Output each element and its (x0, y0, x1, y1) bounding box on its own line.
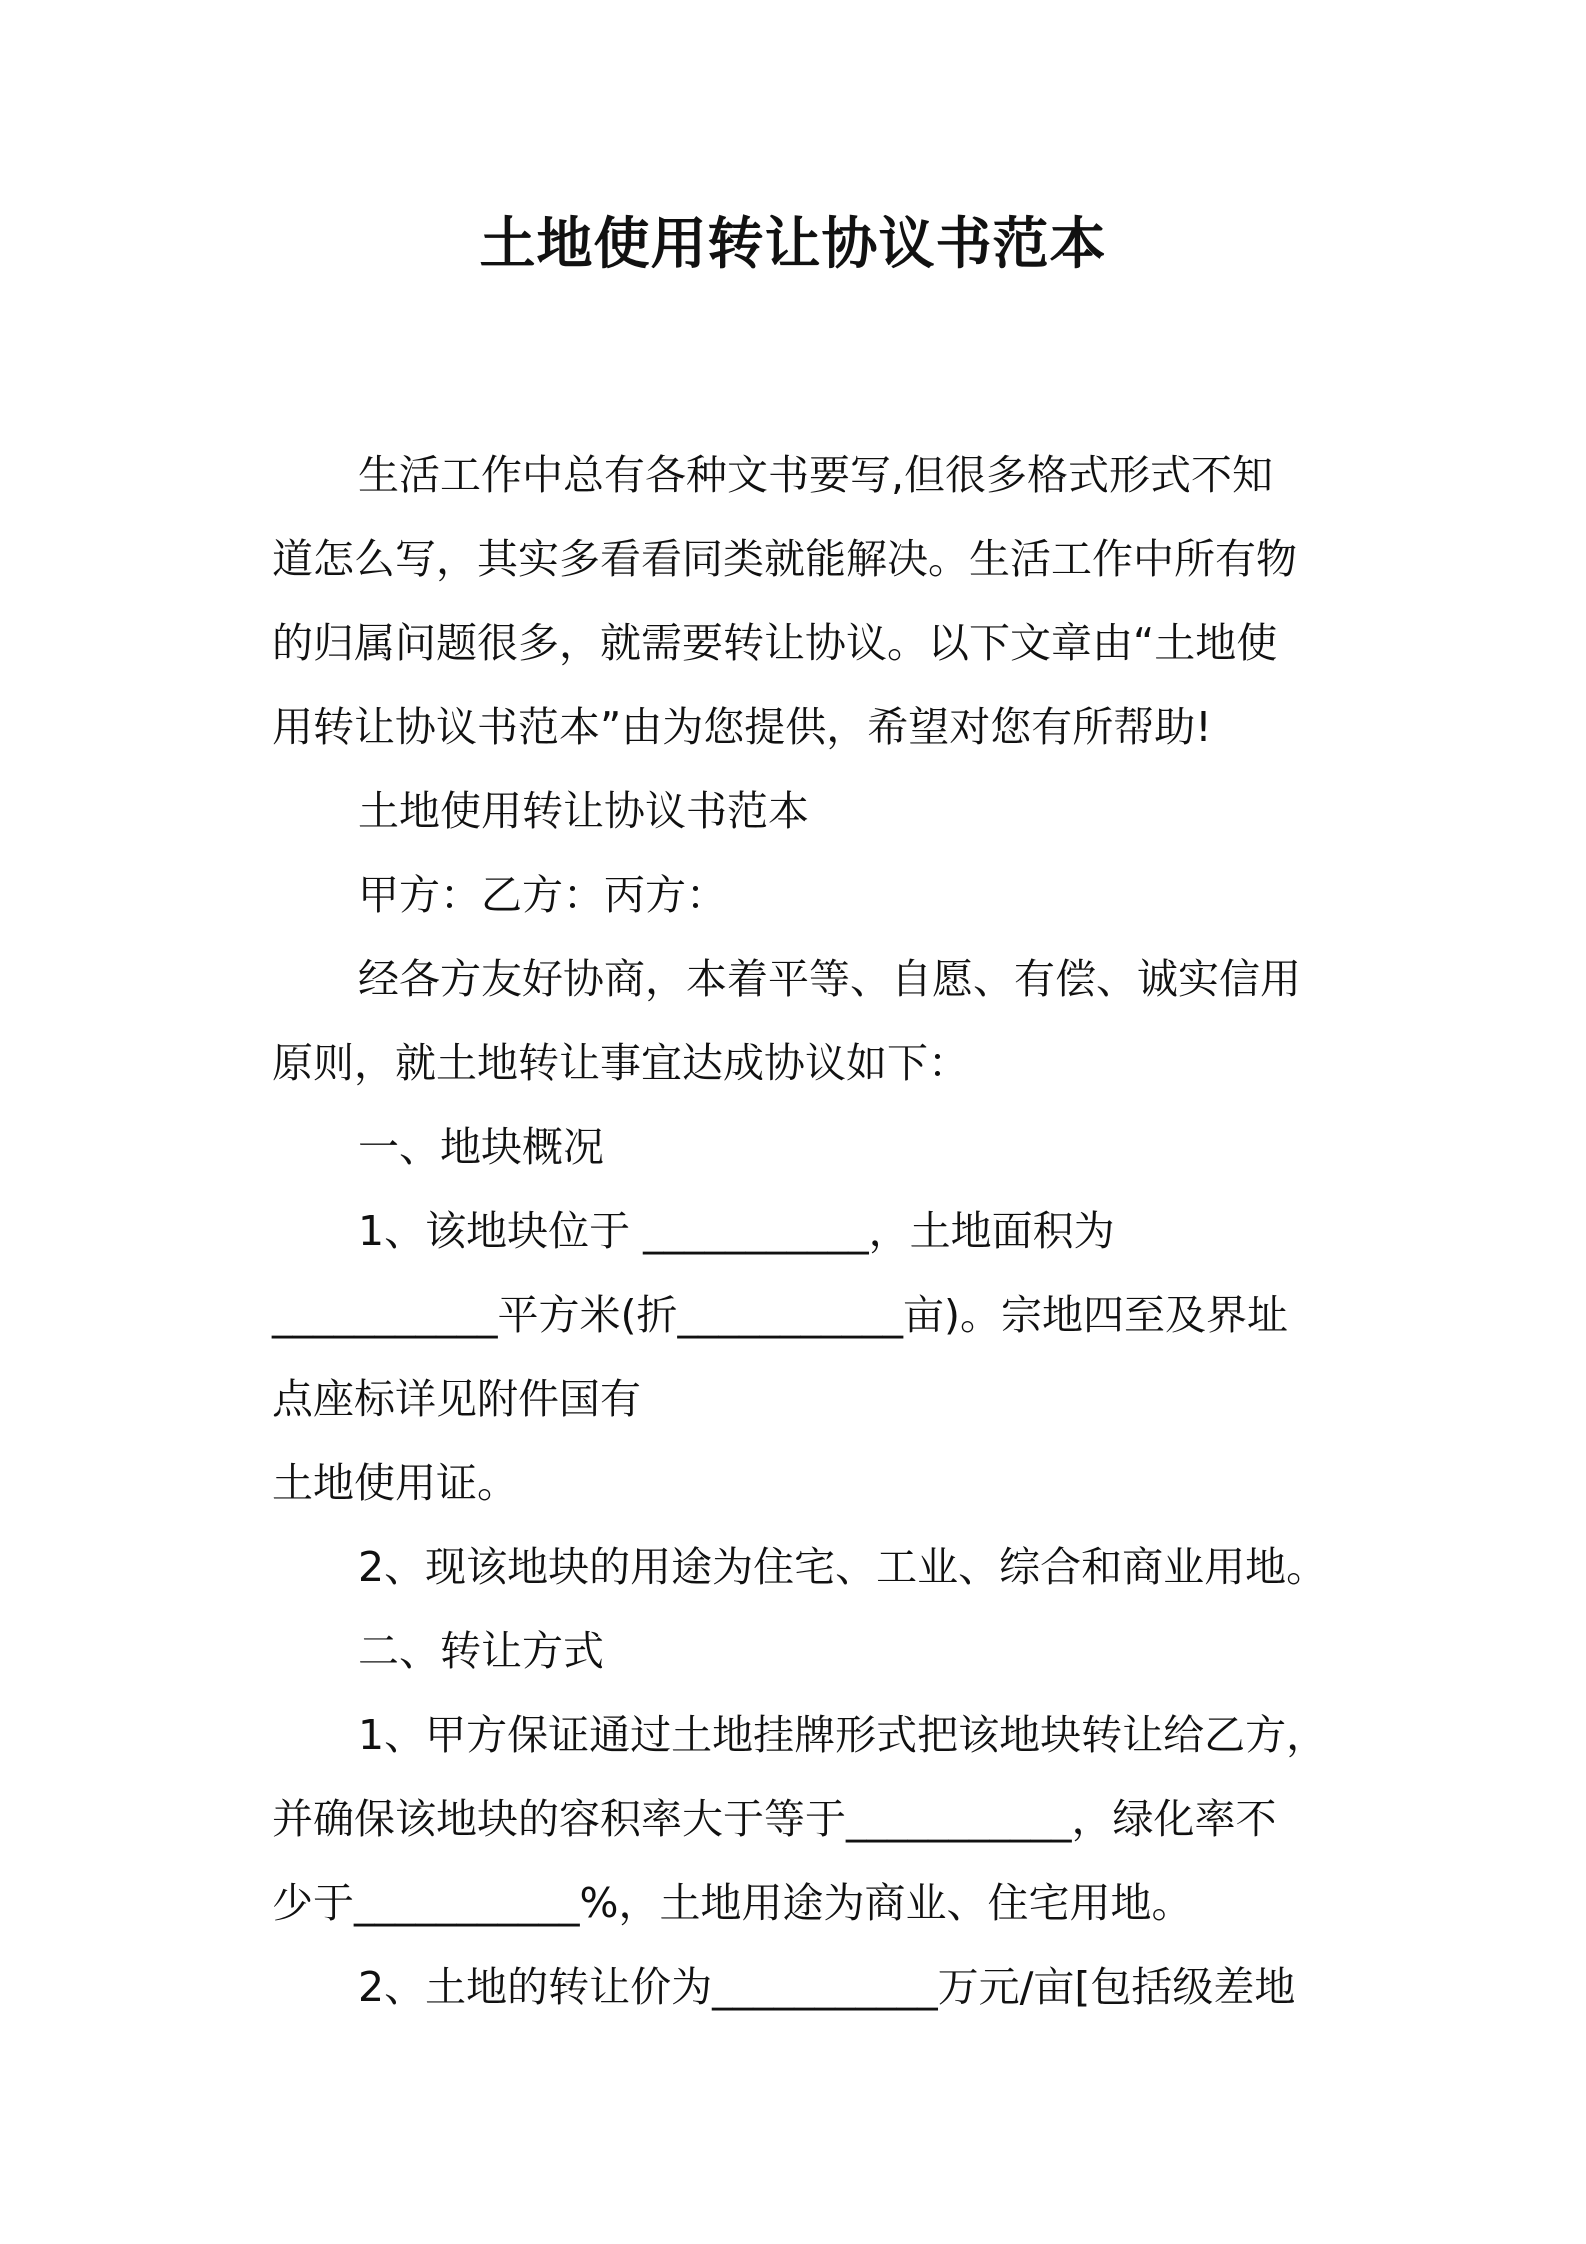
section-heading: 二、转让方式 (358, 1627, 604, 1675)
paragraph-line: 2、现该地块的用途为住宅、工业、综合和商业用地。 (358, 1543, 1328, 1591)
paragraph-line: 土地使用转让协议书范本 (358, 787, 809, 835)
document-title: 土地使用转让协议书范本 (479, 212, 1107, 277)
paragraph-line: 用转让协议书范本”由为您提供，希望对您有所帮助! (272, 703, 1212, 751)
paragraph-line: 的归属问题很多，就需要转让协议。以下文章由“土地使 (272, 619, 1278, 667)
paragraph-line: 1、甲方保证通过土地挂牌形式把该地块转让给乙方， (358, 1711, 1328, 1759)
paragraph-line: ___________平方米(折___________亩)。宗地四至及界址 (272, 1291, 1288, 1339)
paragraph-line: 少于___________%，土地用途为商业、住宅用地。 (272, 1879, 1193, 1927)
paragraph-line: 生活工作中总有各种文书要写,但很多格式形式不知 (358, 451, 1274, 499)
paragraph-line: 点座标详见附件国有 (272, 1375, 641, 1423)
paragraph-line: 1、该地块位于 ___________，土地面积为 (358, 1207, 1115, 1255)
paragraph-line: 原则，就土地转让事宜达成协议如下： (272, 1039, 969, 1087)
paragraph-line: 经各方友好协商，本着平等、自愿、有偿、诚实信用 (358, 955, 1301, 1003)
paragraph-line: 道怎么写，其实多看看同类就能解决。生活工作中所有物 (272, 535, 1297, 583)
paragraph-line: 2、土地的转让价为___________万元/亩[包括级差地 (358, 1963, 1296, 2011)
section-heading: 一、地块概况 (358, 1123, 604, 1171)
paragraph-line: 土地使用证。 (272, 1459, 518, 1507)
paragraph-line: 并确保该地块的容积率大于等于___________，绿化率不 (272, 1795, 1277, 1843)
paragraph-line: 甲方：乙方：丙方： (358, 871, 727, 919)
